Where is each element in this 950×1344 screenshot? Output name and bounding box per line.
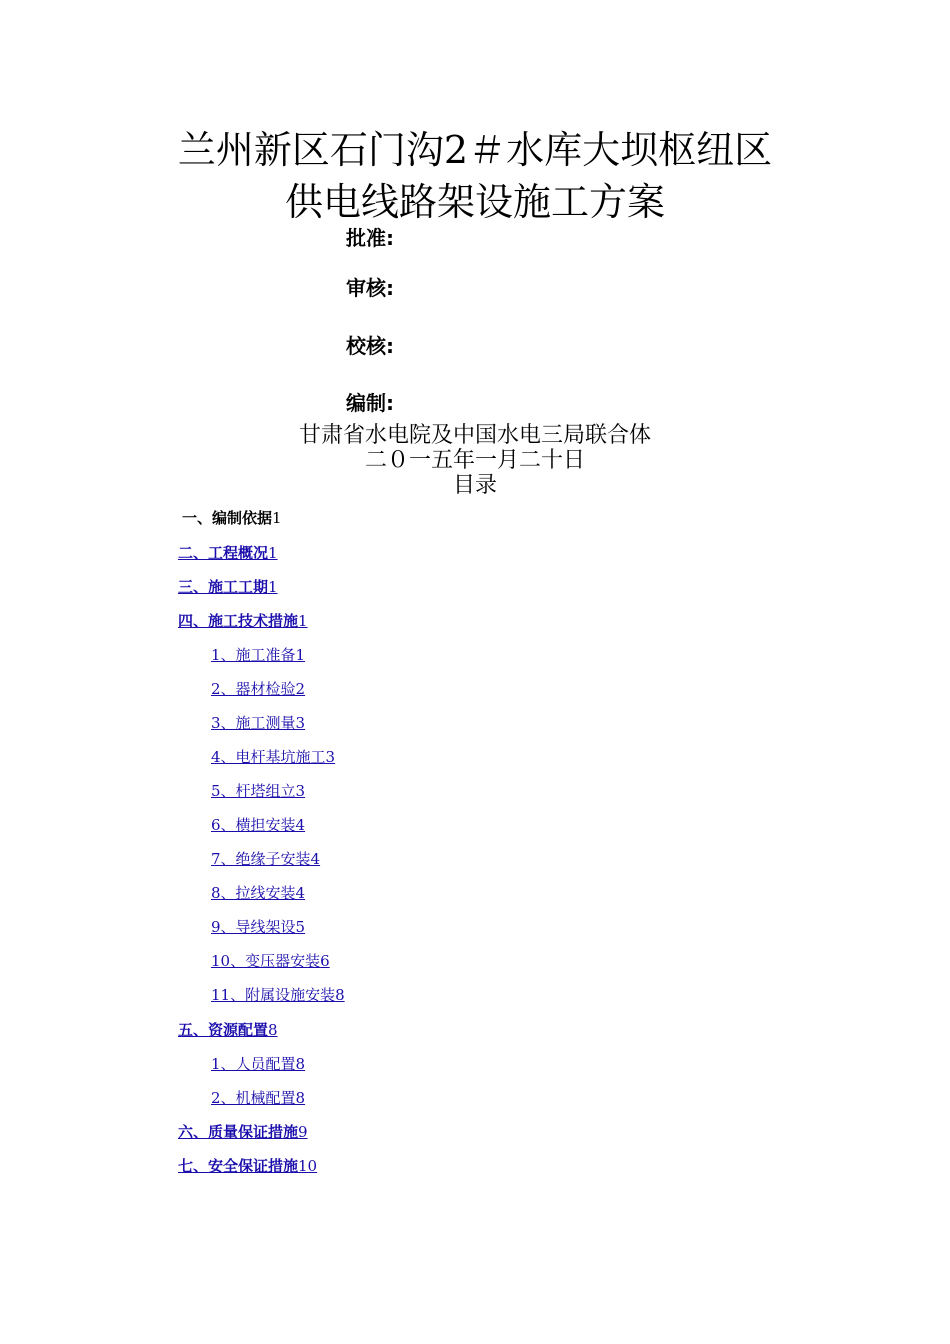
toc-page-number: 5 [295, 918, 306, 936]
toc-item-label: 2、机械配置 [211, 1089, 296, 1107]
toc-page-number: 4 [295, 884, 306, 902]
toc-title: 目录 [452, 473, 497, 498]
document-title-line1: 兰州新区石门沟2＃水库大坝枢纽区 [177, 128, 773, 172]
toc-item-label: 10、变压器安装 [211, 952, 321, 970]
toc-page-number: 1 [268, 578, 278, 596]
toc-item-label: 一、编制依据 [182, 509, 273, 527]
toc-item-compile-basis [182, 508, 282, 528]
toc-item-label: 5、杆塔组立 [211, 782, 296, 800]
document-date: 二０一五年一月二十日 [364, 448, 585, 473]
toc-page-number: 9 [298, 1123, 308, 1141]
organization-name: 甘肃省水电院及中国水电三局联合体 [298, 423, 651, 448]
toc-item-label: 2、器材检验 [211, 680, 296, 698]
toc-link-auxiliary-facilities[interactable] [211, 985, 345, 1005]
toc-page-number: 2 [295, 680, 306, 698]
toc-item-label: 11、附属设施安装 [211, 986, 336, 1004]
toc-link-quality-assurance[interactable] [178, 1122, 308, 1142]
toc-item-label: 三、施工工期 [178, 578, 269, 596]
toc-item-label: 1、施工准备 [211, 646, 296, 664]
toc-link-conductor-stringing[interactable] [211, 917, 305, 937]
toc-link-transformer-install[interactable] [211, 951, 330, 971]
check-label: 校核: [346, 334, 394, 358]
toc-link-technical-measures[interactable] [178, 611, 308, 631]
toc-item-label: 二、工程概况 [178, 544, 269, 562]
toc-link-preparation[interactable] [211, 645, 305, 665]
toc-link-material-inspection[interactable] [211, 679, 305, 699]
toc-link-project-overview[interactable] [178, 543, 278, 563]
toc-page-number: 8 [335, 986, 345, 1004]
toc-item-label: 8、拉线安装 [211, 884, 296, 902]
toc-item-label: 6、横担安装 [211, 816, 296, 834]
toc-page-number: 3 [295, 782, 306, 800]
toc-page-number: 4 [310, 850, 321, 868]
toc-link-machinery[interactable] [211, 1088, 305, 1108]
toc-page-number: 8 [268, 1021, 278, 1039]
compile-label: 编制: [346, 391, 394, 415]
toc-item-label: 7、绝缘子安装 [211, 850, 311, 868]
toc-item-label: 六、质量保证措施 [178, 1123, 299, 1141]
toc-page-number: 3 [325, 748, 336, 766]
toc-page-number: 8 [295, 1089, 306, 1107]
toc-item-label: 1、人员配置 [211, 1055, 296, 1073]
toc-page-number: 1 [272, 509, 282, 527]
toc-page-number: 1 [298, 612, 308, 630]
toc-link-tower-erection[interactable] [211, 781, 305, 801]
toc-link-safety-assurance[interactable] [178, 1156, 317, 1176]
toc-link-survey[interactable] [211, 713, 305, 733]
toc-page-number: 4 [295, 816, 306, 834]
toc-link-stay-wire-install[interactable] [211, 883, 305, 903]
approve-label: 批准: [346, 226, 394, 250]
document-title-line2: 供电线路架设施工方案 [284, 180, 665, 224]
toc-link-resource-allocation[interactable] [178, 1020, 278, 1040]
toc-item-label: 4、电杆基坑施工 [211, 748, 326, 766]
toc-link-construction-period[interactable] [178, 577, 278, 597]
toc-item-label: 四、施工技术措施 [178, 612, 299, 630]
toc-page-number: 8 [295, 1055, 306, 1073]
toc-item-label: 五、资源配置 [178, 1021, 269, 1039]
toc-page-number: 3 [295, 714, 306, 732]
toc-page-number: 1 [268, 544, 278, 562]
toc-page-number: 6 [320, 952, 330, 970]
toc-link-crossarm-install[interactable] [211, 815, 305, 835]
toc-item-label: 3、施工测量 [211, 714, 296, 732]
review-label: 审核: [346, 276, 394, 300]
toc-link-insulator-install[interactable] [211, 849, 320, 869]
toc-page-number: 1 [295, 646, 306, 664]
toc-item-label: 9、导线架设 [211, 918, 296, 936]
toc-link-personnel[interactable] [211, 1054, 305, 1074]
toc-page-number: 10 [298, 1157, 318, 1175]
toc-item-label: 七、安全保证措施 [178, 1157, 299, 1175]
toc-link-pole-foundation[interactable] [211, 747, 335, 767]
